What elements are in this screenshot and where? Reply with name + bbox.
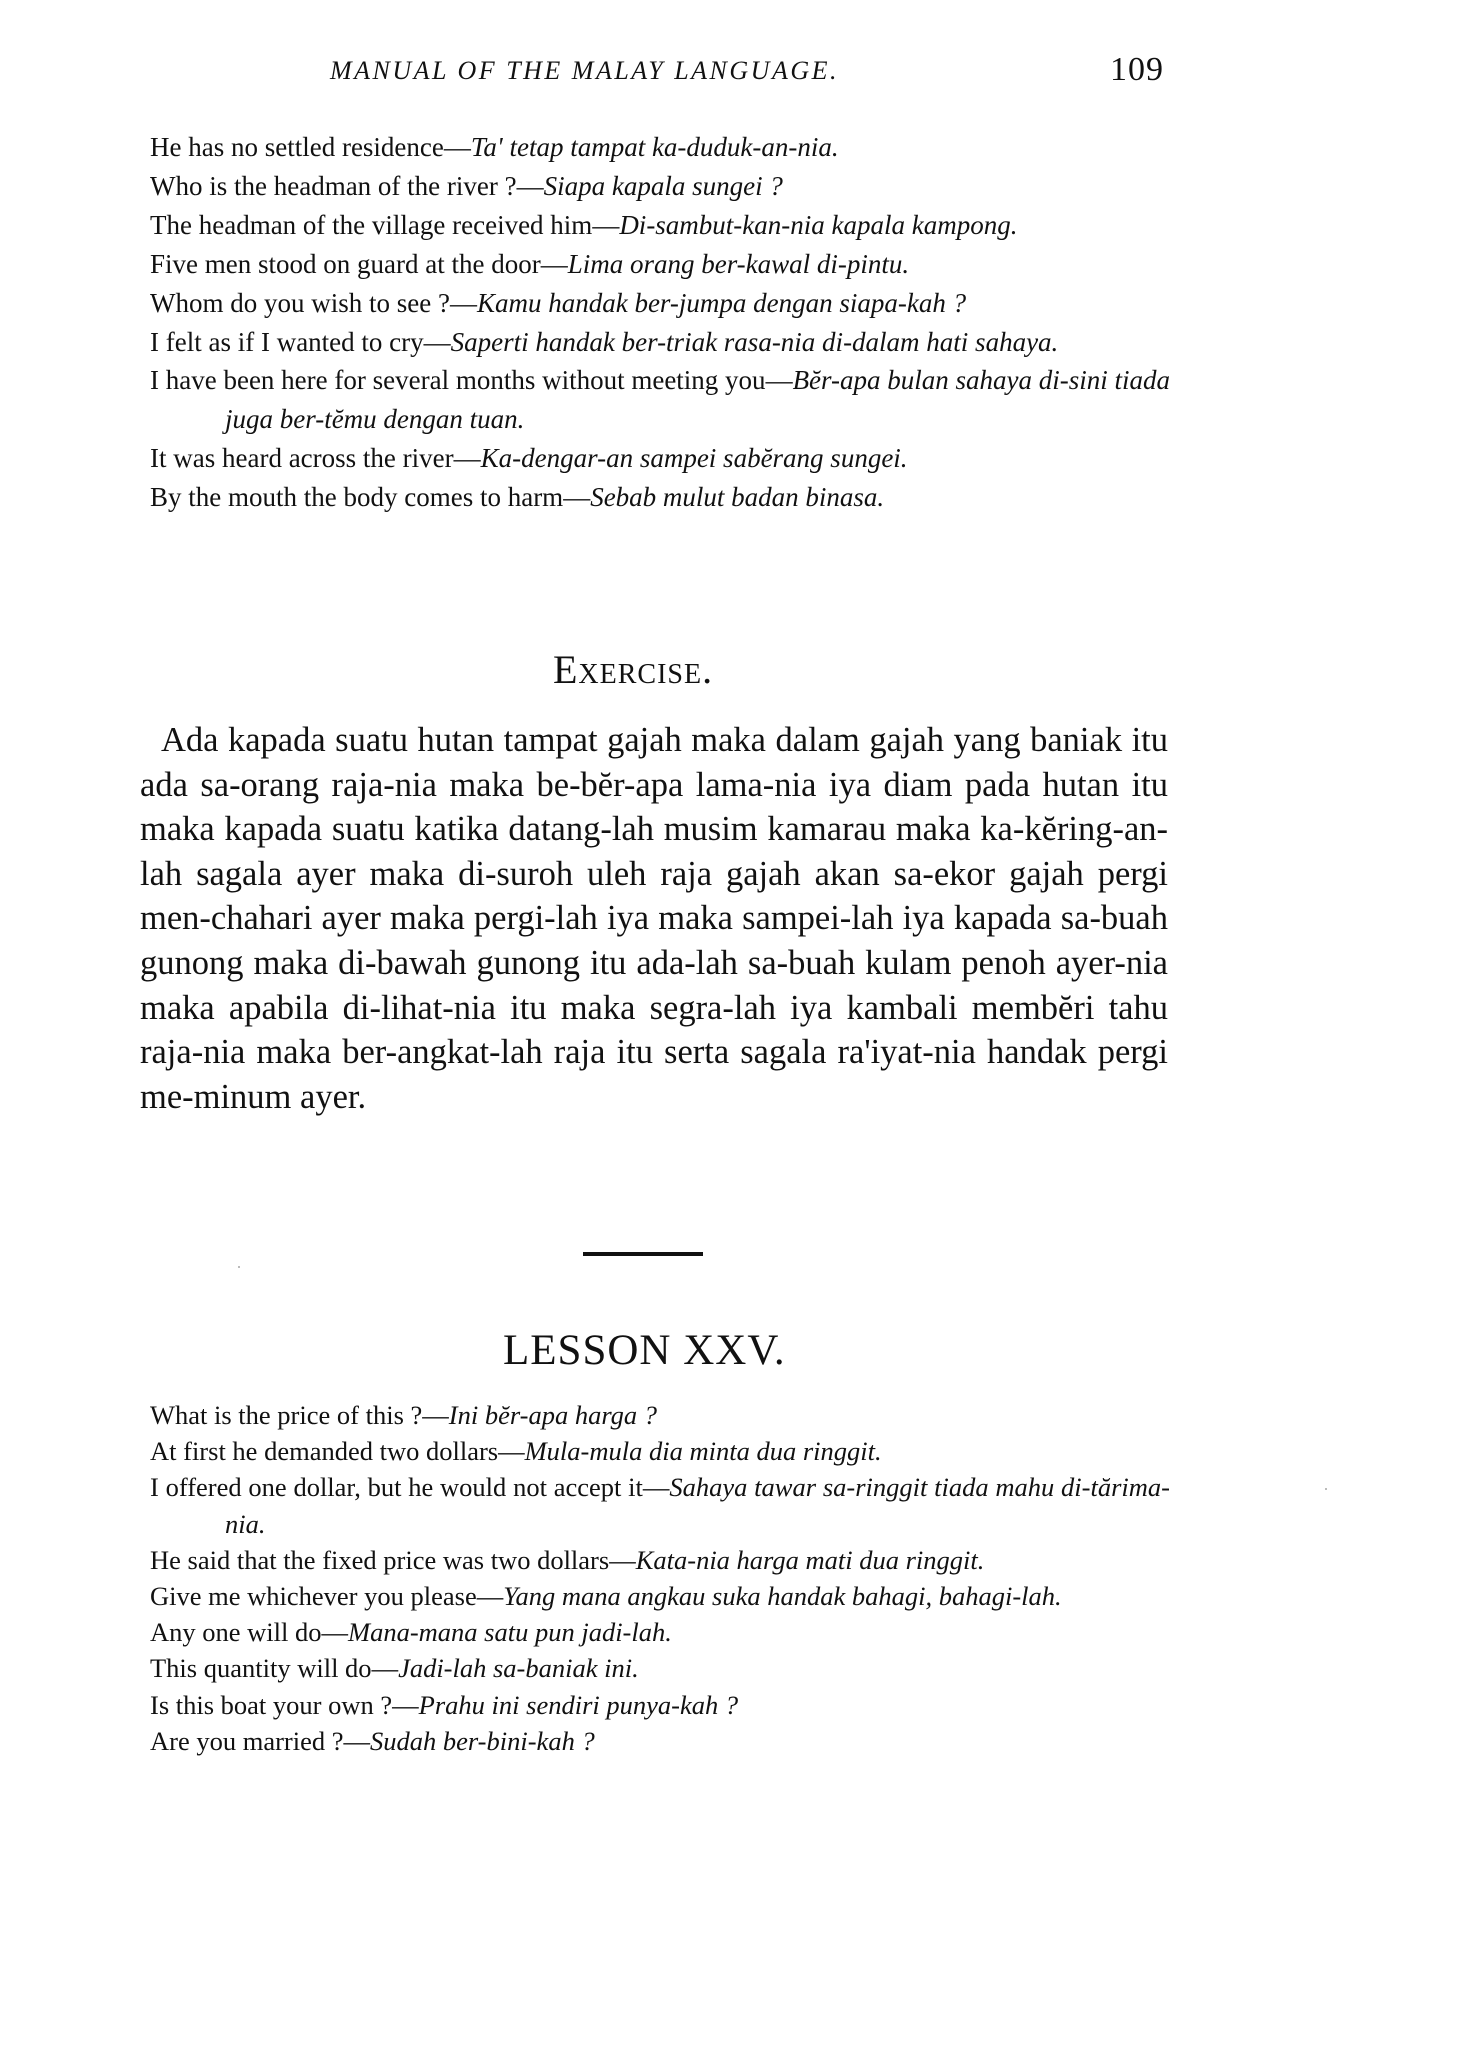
phrase-item [150,361,1170,439]
malay-translation: Kamu handak ber-jumpa dengan siapa-kah ? [476,287,967,318]
separator-dash: — [453,443,481,474]
phrase-item [150,478,1170,517]
phrase-item [150,245,1170,284]
malay-translation: Mana-mana satu pun jadi-lah. [348,1617,672,1648]
separator-dash: — [516,170,544,201]
english-phrase: I have been here for several months without meeting you [150,365,766,396]
english-phrase: Any one will do [150,1617,322,1648]
english-phrase: Is this boat your own ? [150,1689,393,1720]
english-phrase: Whom do you wish to see ? [150,287,450,318]
english-phrase: I offered one dollar, but he would not accept it [150,1472,643,1503]
english-phrase: What is the price of this ? [150,1400,423,1430]
separator-dash: — [443,132,471,162]
english-phrase: This quantity will do [150,1653,372,1684]
phrase-list-lesson [150,1397,1170,1759]
english-phrase: He said that the fixed price was two dollars [150,1544,610,1575]
phrase-item [150,439,1170,478]
malay-translation: Siapa kapala sungei ? [543,170,783,201]
scan-speck [1325,1488,1327,1490]
scan-speck [238,1266,240,1268]
section-divider [583,1252,703,1256]
english-phrase: Give me whichever you please [150,1581,477,1612]
separator-dash: — [422,1400,449,1430]
phrase-item [150,1397,1170,1433]
separator-dash: — [592,209,620,240]
separator-dash: — [498,1436,525,1467]
phrase-item [150,323,1170,362]
separator-dash: — [609,1544,636,1575]
separator-dash: — [642,1472,670,1503]
separator-dash: — [343,1725,371,1756]
malay-translation: Di-sambut-kan-nia kapala kampong. [619,209,1018,240]
phrase-item [150,128,1170,167]
separator-dash: — [449,287,477,318]
phrase-item [150,1650,1170,1686]
malay-translation: Sebab mulut badan binasa. [590,482,885,513]
english-phrase: The headman of the village received him [150,209,593,240]
phrase-item [150,1687,1170,1723]
malay-translation: Sahaya tawar sa-ringgit tiada mahu di-tărima-nia. [225,1472,1170,1539]
malay-translation: Ka-dengar-an sampei sabĕrang sungei. [480,443,908,474]
english-phrase: It was heard across the river [150,443,454,474]
malay-translation: Ta' tetap tampat ka-duduk-an-nia. [470,132,839,162]
separator-dash: — [563,482,591,513]
running-header-title: MANUAL OF THE MALAY LANGUAGE. [330,56,839,85]
lesson-heading: LESSON XXV. [503,1327,786,1374]
malay-translation: Ini bĕr-apa harga ? [448,1400,658,1430]
malay-translation: Kata-nia harga mati dua ringgit. [635,1544,985,1575]
malay-translation: Jadi-lah sa-baniak ini. [398,1653,639,1684]
english-phrase: Five men stood on guard at the door [150,248,541,279]
separator-dash: — [540,248,568,279]
english-phrase: At first he demanded two dollars [150,1436,499,1467]
phrase-list-top [150,128,1170,517]
malay-translation: Saperti handak ber-triak rasa-nia di-dalam hati sahaya. [450,326,1059,357]
phrase-item [150,1542,1170,1578]
malay-translation: Sudah ber-bini-kah ? [370,1725,595,1756]
separator-dash: — [371,1653,399,1684]
malay-translation: Prahu ini sendiri punya-kah ? [418,1689,739,1720]
phrase-item [150,284,1170,323]
phrase-item [150,1433,1170,1469]
english-phrase: I felt as if I wanted to cry [150,326,424,357]
english-phrase: Are you married ? [150,1725,344,1756]
malay-translation: Bĕr-apa bulan sahaya di-sini tiada juga ber-tĕmu dengan tuan. [225,365,1170,435]
english-phrase: By the mouth the body comes to harm [150,482,564,513]
page-number: 109 [1110,51,1164,88]
malay-translation: Yang mana angkau suka handak bahagi, bahagi-lah. [503,1581,1062,1612]
separator-dash: — [321,1617,348,1648]
separator-dash: — [476,1581,504,1612]
malay-translation: Mula-mula dia minta dua ringgit. [524,1436,882,1467]
separator-dash: — [392,1689,419,1720]
phrase-item [150,1723,1170,1759]
malay-translation: Lima orang ber-kawal di-pintu. [567,248,910,279]
phrase-item [150,1469,1170,1541]
phrase-item [150,1614,1170,1650]
english-phrase: Who is the headman of the river ? [150,170,517,201]
exercise-heading: Exercise. [553,647,714,692]
phrase-item [150,1578,1170,1614]
separator-dash: — [765,365,793,396]
phrase-item [150,206,1170,245]
separator-dash: — [423,326,451,357]
exercise-text: Ada kapada suatu hutan tampat gajah maka dalam gajah yang baniak itu ada sa-orang raja-nia maka be-bĕr-apa lama-nia iya diam pada hutan itu maka kapada suatu katika datang-lah musim kamarau maka ka-kĕring-an-lah sagala ayer maka di-suroh uleh raja gajah akan sa-ekor gajah pergi men-chahari ayer maka pergi-lah iya maka sampei-lah iya kapada sa-buah gunong maka di-bawah gunong itu ada-lah sa-buah kulam penoh ayer-nia maka apabila di-lihat-nia itu maka segra-lah iya kambali membĕri tahu raja-nia maka ber-angkat-lah raja itu serta sagala ra'iyat-nia handak pergi me-minum ayer. [140,721,1168,1116]
english-phrase: He has no settled residence [150,132,444,162]
phrase-item [150,167,1170,206]
